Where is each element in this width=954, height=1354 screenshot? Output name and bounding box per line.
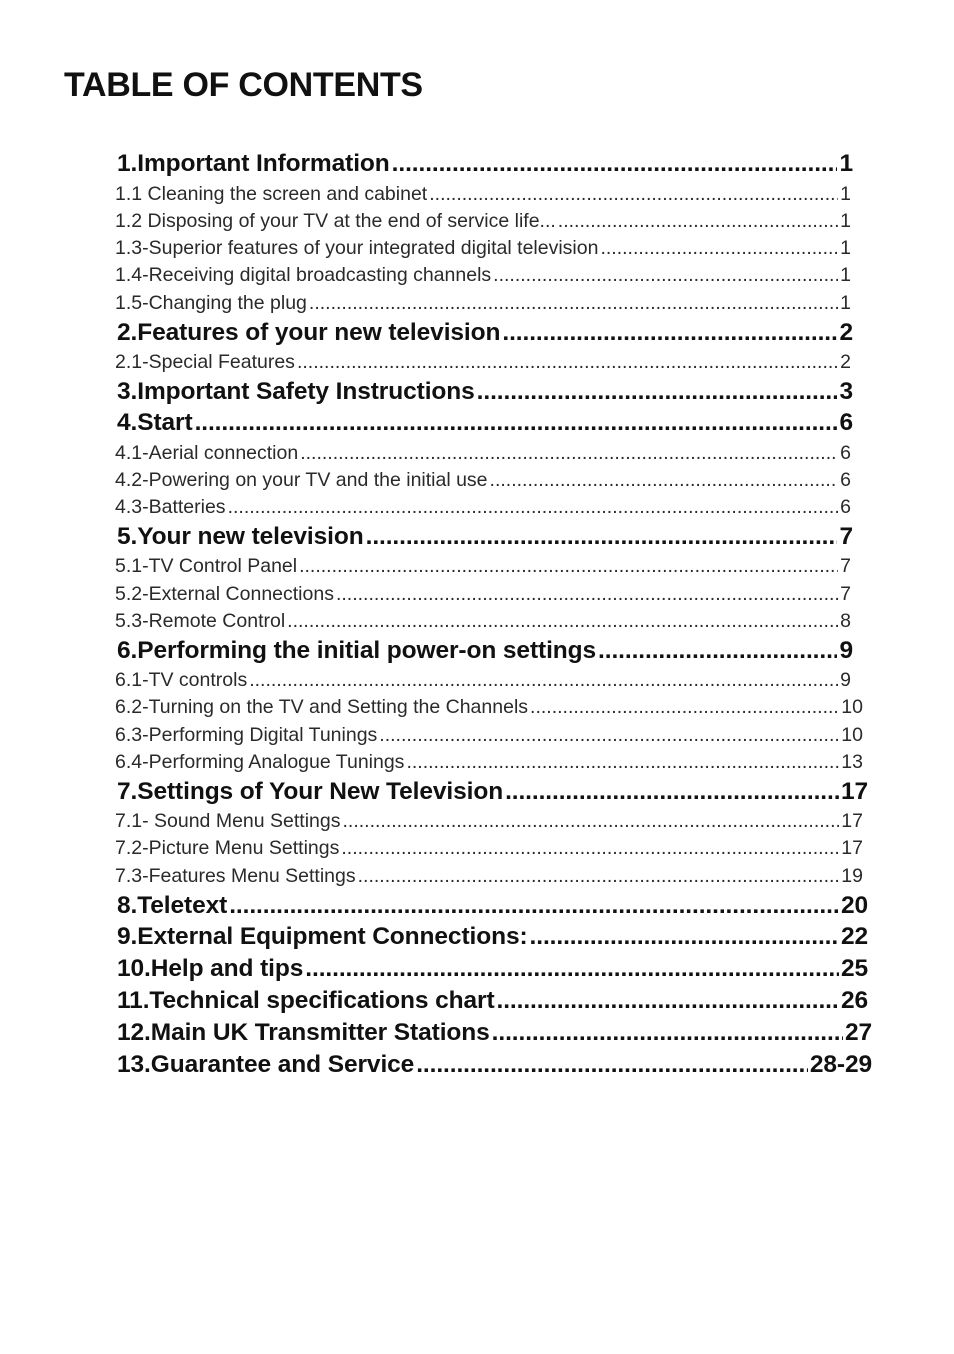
toc-entry-label: 9.External Equipment Connections: xyxy=(117,923,528,950)
toc-entry-8[interactable] xyxy=(117,892,868,920)
toc-entry-label: 7.1- Sound Menu Settings xyxy=(115,810,341,832)
toc-entry-page: 6 xyxy=(840,442,851,464)
toc-entry-label: 6.3-Performing Digital Tunings xyxy=(115,724,378,746)
dot-leader xyxy=(358,865,840,888)
toc-entry-label: 4.1-Aerial connection xyxy=(115,442,299,464)
toc-entry-label: 10.Help and tips xyxy=(117,955,304,982)
toc-entry-label: 12.Main UK Transmitter Stations xyxy=(117,1019,490,1046)
dot-leader xyxy=(297,351,838,374)
toc-entry-label: 1.2 Disposing of your TV at the end of service life... xyxy=(115,210,556,232)
toc-entry-page: 7 xyxy=(840,555,851,577)
toc-entry-page: 25 xyxy=(840,955,868,982)
toc-entry-7-3[interactable] xyxy=(115,865,863,888)
toc-entry-page: 1 xyxy=(840,292,851,314)
toc-entry-7-2[interactable] xyxy=(115,837,863,860)
dot-leader xyxy=(492,1019,843,1047)
toc-entry-page: 10 xyxy=(841,696,863,718)
toc-entry-10[interactable] xyxy=(117,955,868,983)
dot-leader xyxy=(341,837,839,860)
toc-entry-label: 13.Guarantee and Service xyxy=(117,1051,415,1078)
toc-entry-label: 11.Technical specifications chart xyxy=(117,987,495,1014)
toc-entry-label: 5.2-External Connections xyxy=(115,583,334,605)
toc-entry-label: 5.1-TV Control Panel xyxy=(115,555,298,577)
toc-entry-5[interactable] xyxy=(117,523,853,551)
toc-entry-1-5[interactable] xyxy=(115,292,851,315)
toc-entry-2[interactable] xyxy=(117,319,853,347)
toc-entry-page: 17 xyxy=(841,837,863,859)
toc-entry-page: 6 xyxy=(840,469,851,491)
toc-entry-4-1[interactable] xyxy=(115,442,851,465)
toc-entry-4-2[interactable] xyxy=(115,469,851,492)
toc-entry-page: 1 xyxy=(840,210,851,232)
dot-leader xyxy=(497,987,839,1015)
toc-entry-page: 2 xyxy=(840,351,851,373)
toc-entry-page: 1 xyxy=(840,264,851,286)
dot-leader xyxy=(366,523,838,551)
toc-entry-13[interactable] xyxy=(117,1051,872,1079)
toc-entry-label: 6.4-Performing Analogue Tunings xyxy=(115,751,405,773)
toc-entry-page: 26 xyxy=(840,987,868,1014)
dot-leader xyxy=(309,292,838,315)
toc-entry-page: 17 xyxy=(841,810,863,832)
dot-leader xyxy=(287,610,838,633)
dot-leader xyxy=(530,696,839,719)
toc-entry-label: 1.5-Changing the plug xyxy=(115,292,307,314)
dot-leader xyxy=(406,751,839,774)
toc-entry-page: 10 xyxy=(841,724,863,746)
toc-entry-page: 17 xyxy=(840,778,868,805)
toc-entry-1[interactable] xyxy=(117,150,853,178)
toc-entry-label: 4.3-Batteries xyxy=(115,496,226,518)
toc-entry-page: 19 xyxy=(841,865,863,887)
toc-entry-1-3[interactable] xyxy=(115,237,851,260)
dot-leader xyxy=(502,319,837,347)
dot-leader xyxy=(249,669,838,692)
toc-entry-label: 1.1 Cleaning the screen and cabinet xyxy=(115,183,428,205)
toc-entry-page: 22 xyxy=(840,923,868,950)
dot-leader xyxy=(300,442,838,465)
toc-entry-label: 1.Important Information xyxy=(117,150,390,177)
toc-entry-1-2[interactable] xyxy=(115,210,851,233)
toc-entry-label: 6.1-TV controls xyxy=(115,669,248,691)
toc-entry-page: 6 xyxy=(840,496,851,518)
dot-leader xyxy=(558,210,838,233)
toc-entry-5-3[interactable] xyxy=(115,610,851,633)
toc-entry-page: 27 xyxy=(844,1019,872,1046)
toc-entry-label: 4.Start xyxy=(117,409,193,436)
toc-entry-4-3[interactable] xyxy=(115,496,851,519)
dot-leader xyxy=(477,378,838,406)
toc-entry-label: 5.3-Remote Control xyxy=(115,610,286,632)
toc-entry-label: 4.2-Powering on your TV and the initial use xyxy=(115,469,488,491)
toc-entry-page: 1 xyxy=(840,183,851,205)
dot-leader xyxy=(379,724,839,747)
dot-leader xyxy=(229,892,839,920)
toc-entry-page: 1 xyxy=(840,237,851,259)
toc-entry-page: 9 xyxy=(839,637,853,664)
toc-entry-2-1[interactable] xyxy=(115,351,851,374)
toc-entry-label: 1.3-Superior features of your integrated digital television xyxy=(115,237,599,259)
toc-entry-page: 8 xyxy=(840,610,851,632)
toc-entry-label: 6.2-Turning on the TV and Setting the Channels xyxy=(115,696,529,718)
toc-entry-label: 6.Performing the initial power-on settings xyxy=(117,637,597,664)
toc-entry-9[interactable] xyxy=(117,923,868,951)
toc-entry-7-1[interactable] xyxy=(115,810,863,833)
toc-entry-11[interactable] xyxy=(117,987,868,1015)
toc-entry-label: 8.Teletext xyxy=(117,892,228,919)
dot-leader xyxy=(493,264,838,287)
dot-leader xyxy=(305,955,839,983)
dot-leader xyxy=(530,923,839,951)
dot-leader xyxy=(429,183,838,206)
dot-leader xyxy=(598,637,837,665)
toc-entry-page: 9 xyxy=(840,669,851,691)
dot-leader xyxy=(600,237,838,260)
toc-entry-label: 1.4-Receiving digital broadcasting channels xyxy=(115,264,492,286)
toc-entry-page: 13 xyxy=(841,751,863,773)
toc-entry-1-1[interactable] xyxy=(115,183,851,206)
toc-entry-7[interactable] xyxy=(117,778,868,806)
toc-entry-page: 28-29 xyxy=(809,1051,872,1078)
dot-leader xyxy=(195,409,838,437)
toc-entry-4[interactable] xyxy=(117,409,853,437)
toc-entry-page: 1 xyxy=(839,150,853,177)
dot-leader xyxy=(228,496,839,519)
toc-entry-5-1[interactable] xyxy=(115,555,851,578)
toc-entry-label: 7.2-Picture Menu Settings xyxy=(115,837,340,859)
toc-entry-6[interactable] xyxy=(117,637,853,665)
toc-entry-label: 3.Important Safety Instructions xyxy=(117,378,475,405)
toc-entry-12[interactable] xyxy=(117,1019,872,1047)
dot-leader xyxy=(490,469,839,492)
toc-entry-6-3[interactable] xyxy=(115,724,863,747)
toc-entry-1-4[interactable] xyxy=(115,264,851,287)
toc-entry-3[interactable] xyxy=(117,378,853,406)
toc-entry-label: 5.Your new television xyxy=(117,523,364,550)
toc-entry-page: 20 xyxy=(840,892,868,919)
toc-entry-page: 2 xyxy=(839,319,853,346)
toc-entry-page: 6 xyxy=(839,409,853,436)
toc-entry-6-2[interactable] xyxy=(115,696,863,719)
toc-entry-6-1[interactable] xyxy=(115,669,851,692)
toc-entry-label: 2.1-Special Features xyxy=(115,351,295,373)
toc-entry-label: 7.Settings of Your New Television xyxy=(117,778,504,805)
toc-entry-page: 3 xyxy=(839,378,853,405)
toc-entry-label: 7.3-Features Menu Settings xyxy=(115,865,356,887)
toc-entry-page: 7 xyxy=(840,583,851,605)
toc-entry-label: 2.Features of your new television xyxy=(117,319,501,346)
dot-leader xyxy=(336,583,838,606)
dot-leader xyxy=(416,1051,808,1079)
dot-leader xyxy=(299,555,838,578)
toc-entry-page: 7 xyxy=(839,523,853,550)
dot-leader xyxy=(392,150,838,178)
toc-entry-6-4[interactable] xyxy=(115,751,863,774)
dot-leader xyxy=(342,810,839,833)
page-title: TABLE OF CONTENTS xyxy=(64,66,423,104)
toc-entry-5-2[interactable] xyxy=(115,583,851,606)
dot-leader xyxy=(505,778,839,806)
